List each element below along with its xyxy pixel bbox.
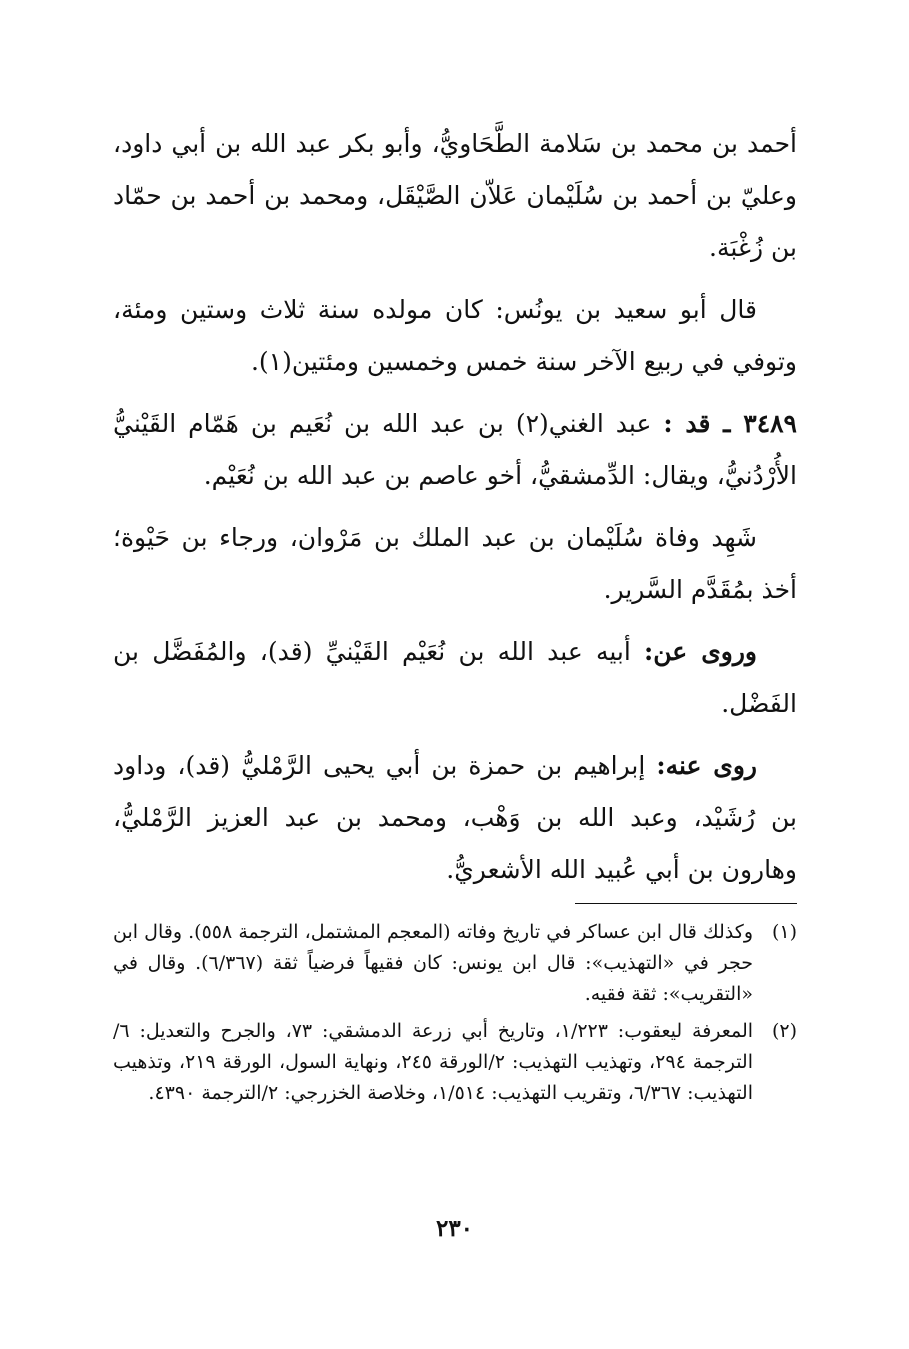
paragraph-biography-entry	[113, 398, 797, 502]
footnote-number: (١)	[771, 921, 797, 943]
footnote-separator	[575, 903, 797, 904]
footnote-2	[113, 1016, 797, 1109]
paragraph-birth-death: قال أبو سعيد بن يونُس: كان مولده سنة ثلاث وستين ومئة، وتوفي في ربيع الآخر سنة خمس وخمسين ومئتين(١).	[113, 295, 797, 376]
paragraph-narrated-from	[113, 626, 797, 730]
narrated-by-label: روى عنه:	[656, 751, 757, 780]
narrated-from-text: أبيه عبد الله بن نُعَيْم القَيْنيِّ (قد)، والمُفَضَّل بن الفَضْل.	[113, 637, 797, 718]
page-number: ٢٣٠	[435, 1215, 474, 1242]
paragraph-teachers-list: أحمد بن محمد بن سَلامة الطَّحَاويُّ، وأبو بكر عبد الله بن أبي داود، وعليّ بن أحمد بن سُلَيْمان عَلاّن الصَّيْقَل، ومحمد بن أحمد بن حمّاد بن زُغْبَة.	[113, 129, 797, 262]
footnote-number: (٢)	[771, 1020, 797, 1042]
footnote-1	[113, 917, 797, 1010]
footnote-text: المعرفة ليعقوب: ١/٢٢٣، وتاريخ أبي زرعة الدمشقي: ٧٣، والجرح والتعديل: ٦/الترجمة ٢٩٤، وتهذيب التهذيب: ٢/الورقة ٢٤٥، ونهاية السول، الورقة ٢١٩، وتذهيب التهذيب: ٦/٣٦٧، وتقريب التهذيب: ١/٥١٤، وخلاصة الخزرجي: ٢/الترجمة ٤٣٩٠.	[113, 1020, 754, 1104]
entry-name: عبد الغني(٢) بن عبد الله بن نُعَيم بن هَمّام القَيْنيُّ الأُرْدُنيُّ، ويقال: الدِّمشقيُّ، أخو عاصم بن عبد الله بن نُعَيْم.	[113, 409, 797, 490]
footnotes	[113, 917, 797, 1115]
paragraph-witnessed: شَهِد وفاة سُلَيْمان بن عبد الملك بن مَرْوان، ورجاء بن حَيْوة؛ أخذ بمُقَدَّم السَّرير.	[113, 523, 797, 604]
main-text	[113, 118, 797, 906]
narrated-from-label: وروى عن:	[644, 637, 757, 666]
paragraph-narrated-by	[113, 740, 797, 896]
narrated-by-text: إبراهيم بن حمزة بن أبي يحيى الرَّمْليُّ (قد)، وداود بن رُشَيْد، وعبد الله بن وَهْب، ومحمد بن عبد العزيز الرَّمْليُّ، وهارون بن أبي عُبيد الله الأشعريُّ.	[113, 751, 797, 884]
entry-number-and-code: ٣٤٨٩ ـ قد :	[663, 409, 797, 438]
footnote-text: وكذلك قال ابن عساكر في تاريخ وفاته (المعجم المشتمل، الترجمة ٥٥٨). وقال ابن حجر في «التهذيب»: قال ابن يونس: كان فقيهاً فرضياً ثقة (٦/٣٦٧). وقال في «التقريب»: ثقة فقيه.	[113, 921, 753, 1005]
